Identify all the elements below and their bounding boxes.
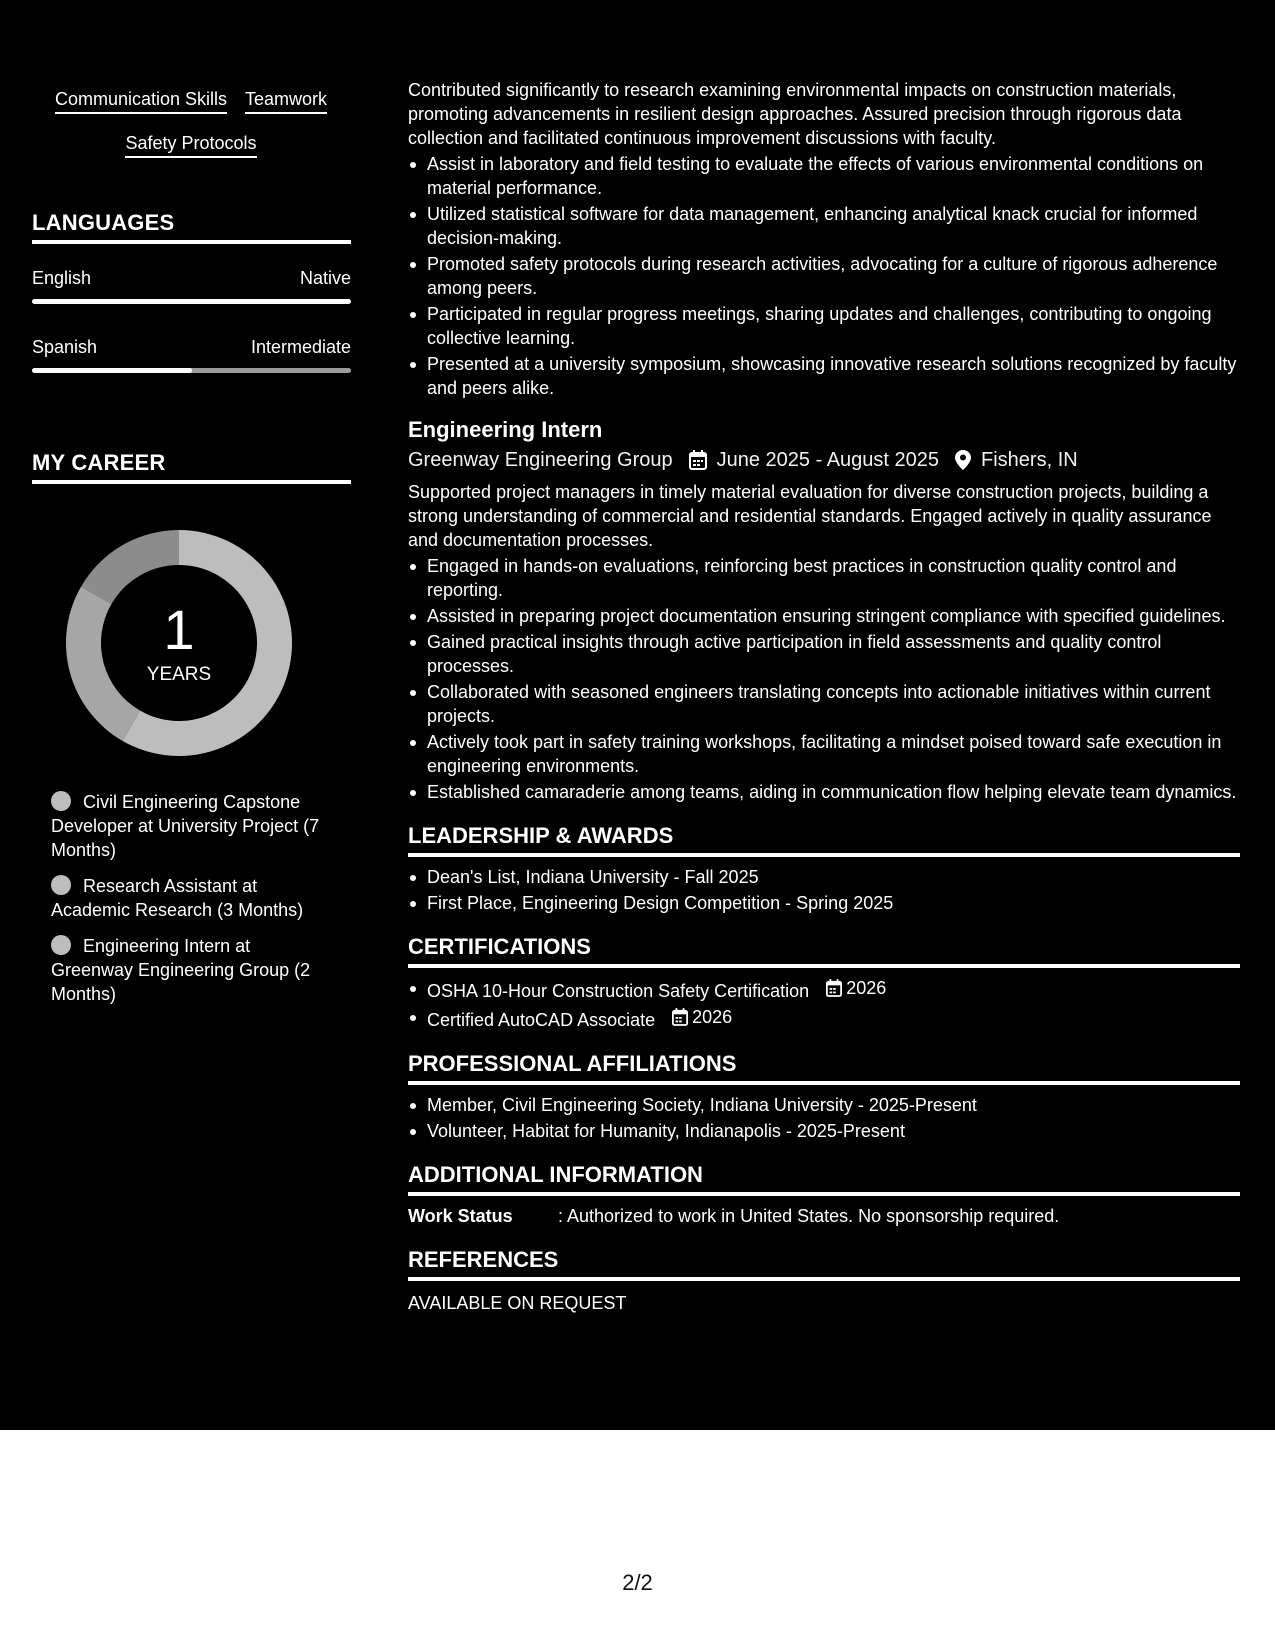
bullet-item: Member, Civil Engineering Society, Indiana University - 2025-Present	[408, 1093, 1240, 1117]
bullet-item: Established camaraderie among teams, aiding in communication flow helping elevate team dynamics.	[408, 780, 1240, 804]
language-proficiency-fill	[32, 368, 192, 373]
bullet-item: Assist in laboratory and field testing to evaluate the effects of various environmental conditions on material performance.	[408, 152, 1240, 200]
career-legend-item	[51, 934, 331, 1006]
donut-segment	[81, 530, 179, 604]
legend-dot	[51, 875, 71, 895]
skills-list	[32, 86, 350, 158]
research-bullets	[408, 152, 1240, 400]
bullet-item: Dean's List, Indiana University - Fall 2025	[408, 865, 1240, 889]
skill-tag: Communication Skills	[55, 86, 227, 114]
bullet-item: Utilized statistical software for data management, enhancing analytical knack crucial for informed decision-making.	[408, 202, 1240, 250]
legend-dot	[51, 791, 71, 811]
job-dates: June 2025 - August 2025	[716, 449, 940, 471]
certifications-list	[408, 976, 1240, 1032]
language-name: Spanish	[32, 337, 98, 357]
legend-dot	[51, 935, 71, 955]
map-pin-icon	[955, 450, 971, 470]
certification-year: 2026	[692, 1007, 733, 1027]
skill-tag: Teamwork	[245, 86, 327, 114]
language-row	[32, 268, 351, 289]
research-summary: Contributed significantly to research examining environmental impacts on construction materials, promoting advancements in resilient design approaches. Assured precision through rigorous data collection and facilitated continuous improvement discussions with faculty.	[408, 80, 1182, 148]
main-content	[408, 78, 1240, 1315]
work-status-row	[408, 1204, 1240, 1228]
affiliations-list	[408, 1093, 1240, 1143]
calendar-icon	[689, 450, 707, 470]
career-legend-item	[51, 790, 331, 862]
career-years-label: YEARS	[146, 664, 212, 685]
affiliations-heading: PROFESSIONAL AFFILIATIONS	[408, 1050, 1240, 1085]
career-legend	[51, 790, 331, 1018]
bullet-item: Assisted in preparing project documentation ensuring stringent compliance with specified guidelines.	[408, 604, 1240, 628]
skill-tag: Safety Protocols	[125, 130, 256, 158]
certification-item	[408, 976, 1240, 1003]
calendar-icon	[672, 1008, 688, 1026]
job-meta	[408, 446, 1240, 474]
work-status-value: : Authorized to work in United States. No sponsorship required.	[558, 1206, 1060, 1226]
page-number: 2/2	[622, 1570, 653, 1595]
job-bullets	[408, 554, 1240, 804]
certification-year: 2026	[846, 978, 887, 998]
certification-date	[826, 976, 886, 1000]
certification-name: Certified AutoCAD Associate	[427, 1010, 656, 1030]
language-name: English	[32, 268, 92, 288]
bullet-item: Presented at a university symposium, showcasing innovative research solutions recognized by faculty and peers alike.	[408, 352, 1240, 400]
certification-item	[408, 1005, 1240, 1032]
references-heading: REFERENCES	[408, 1246, 1240, 1281]
career-legend-item	[51, 874, 331, 922]
bullet-item: Gained practical insights through active participation in field assessments and quality control processes.	[408, 630, 1240, 678]
work-status-label: Work Status	[408, 1206, 513, 1226]
career-heading: MY CAREER	[32, 450, 351, 484]
language-level: Intermediate	[250, 337, 351, 357]
certification-name: OSHA 10-Hour Construction Safety Certification	[427, 981, 810, 1001]
career-total-years: 1	[163, 598, 195, 661]
leadership-list	[408, 865, 1240, 915]
certifications-heading: CERTIFICATIONS	[408, 933, 1240, 968]
job-title: Engineering Intern	[408, 417, 603, 442]
language-row	[32, 337, 351, 358]
career-legend-label: Research Assistant at Academic Research (3 Months)	[51, 876, 304, 920]
bullet-item: Actively took part in safety training workshops, facilitating a mindset poised toward safe execution in engineering environments.	[408, 730, 1240, 778]
leadership-heading: LEADERSHIP & AWARDS	[408, 822, 1240, 857]
language-level: Native	[299, 268, 351, 288]
languages-heading: LANGUAGES	[32, 210, 351, 244]
language-proficiency-bar	[32, 299, 351, 304]
language-proficiency-bar	[32, 368, 351, 373]
bullet-item: Promoted safety protocols during research activities, advocating for a culture of rigorous adherence among peers.	[408, 252, 1240, 300]
bullet-item: Volunteer, Habitat for Humanity, Indianapolis - 2025-Present	[408, 1119, 1240, 1143]
bullet-item: Participated in regular progress meetings, sharing updates and challenges, contributing to ongoing collective learning.	[408, 302, 1240, 350]
sidebar	[0, 0, 380, 1430]
job-summary: Supported project managers in timely material evaluation for diverse construction projects, building a strong understanding of commercial and residential standards. Engaged actively in quality assurance and documentation processes.	[408, 482, 1212, 550]
career-legend-label: Engineering Intern at Greenway Engineering Group (2 Months)	[51, 936, 311, 1004]
company-name: Greenway Engineering Group	[408, 449, 673, 471]
additional-info-heading: ADDITIONAL INFORMATION	[408, 1161, 1240, 1196]
job-location: Fishers, IN	[981, 449, 1078, 471]
career-legend-label: Civil Engineering Capstone Developer at University Project (7 Months)	[51, 792, 320, 860]
references-text: AVAILABLE ON REQUEST	[408, 1293, 627, 1313]
language-proficiency-fill	[32, 299, 351, 304]
calendar-icon	[826, 979, 842, 997]
certification-date	[672, 1005, 732, 1029]
bullet-item: First Place, Engineering Design Competition - Spring 2025	[408, 891, 1240, 915]
bullet-item: Engaged in hands-on evaluations, reinforcing best practices in construction quality control and reporting.	[408, 554, 1240, 602]
bullet-item: Collaborated with seasoned engineers translating concepts into actionable initiatives within current projects.	[408, 680, 1240, 728]
